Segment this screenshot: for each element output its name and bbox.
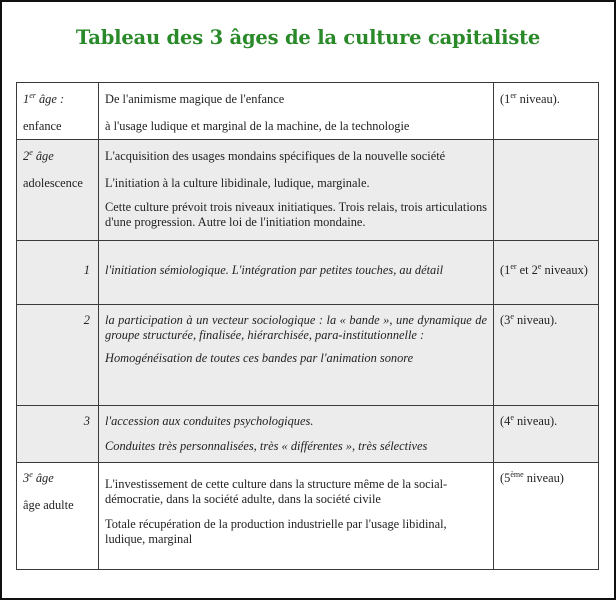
content-line: De l'animisme magique de l'enfance (105, 92, 285, 106)
age-name: enfance (23, 119, 62, 133)
sub-number: 3 (83, 414, 90, 428)
age-label (23, 471, 92, 486)
content-line: Conduites très personnalisées, très « différentes », très sélectives (105, 439, 428, 453)
level-suffix: niveau) (523, 471, 564, 485)
sub-number-cell (17, 406, 99, 463)
table-row-sub-3 (17, 406, 599, 463)
age-number: 2 (23, 149, 30, 163)
level-sup: er (510, 262, 517, 271)
level-suffix: niveau). (513, 414, 558, 428)
table-row-first-age (17, 83, 599, 140)
level-cell (494, 463, 599, 570)
age-label (23, 92, 92, 107)
level-label (500, 92, 592, 107)
content-line: L'acquisition des usages mondains spécifiques de la nouvelle société (105, 149, 446, 163)
content-line: l'accession aux conduites psychologiques. (105, 414, 314, 428)
level-sup: er (510, 91, 517, 100)
age-word: âge : (35, 92, 65, 106)
page-title: Tableau des 3 âges de la culture capitaliste (75, 26, 541, 49)
table-row-third-age (17, 463, 599, 570)
level-sup: e (537, 262, 542, 271)
content-cell (99, 241, 494, 305)
level-sup: e (510, 413, 514, 422)
level-mid: et 2 (516, 263, 538, 277)
age-number: 1 (23, 92, 30, 106)
table-row-sub-1 (17, 241, 599, 305)
age-number: 3 (23, 471, 30, 485)
content-line: la participation à un vecteur sociologique : la « bande », une dynamique de groupe structurée, finalisée, hiérarchisée, para-institutionnelle : (105, 313, 487, 342)
content-line: Totale récupération de la production industrielle par l'usage libidinal, ludique, marginal (105, 517, 447, 546)
level-prefix: (1 (500, 92, 511, 106)
level-prefix: (4 (500, 414, 511, 428)
level-cell (494, 83, 599, 140)
content-line: à l'usage ludique et marginal de la machine, de la technologie (105, 119, 410, 133)
age-cell (17, 83, 99, 140)
content-line: Homogénéisation de toutes ces bandes par l'animation sonore (105, 351, 414, 365)
sub-number-cell (17, 241, 99, 305)
level-sup: ème (510, 470, 524, 479)
level-cell (494, 241, 599, 305)
sub-number: 2 (83, 313, 90, 327)
content-line: L'investissement de cette culture dans la structure même de la social-démocratie, dans la société adulte, dans la société civile (105, 477, 448, 506)
level-suffix: niveaux) (541, 263, 588, 277)
content-cell (99, 83, 494, 140)
sub-number: 1 (83, 263, 90, 277)
sub-number-cell (17, 305, 99, 406)
level-label (500, 263, 592, 278)
age-sup: e (29, 470, 33, 479)
content-line: l'initiation sémiologique. L'intégration par petites touches, au détail (105, 263, 444, 277)
age-cell (17, 463, 99, 570)
age-sup: er (29, 91, 36, 100)
age-word: âge (32, 471, 54, 485)
content-line: Cette culture prévoit trois niveaux initiatiques. Trois relais, trois articulations d'une progression. Autre loi de l'initiation mondaine. (105, 200, 487, 229)
level-prefix: (1 (500, 263, 511, 277)
level-label (500, 414, 592, 429)
level-prefix: (5 (500, 471, 511, 485)
table-row-sub-2 (17, 305, 599, 406)
age-word: âge (32, 149, 54, 163)
table-row-second-age (17, 140, 599, 241)
age-cell (17, 140, 99, 241)
level-label (500, 313, 592, 328)
age-label (23, 149, 92, 164)
level-sup: e (510, 312, 514, 321)
level-label (500, 471, 592, 486)
content-cell (99, 463, 494, 570)
level-prefix: (3 (500, 313, 511, 327)
content-cell (99, 140, 494, 241)
level-cell (494, 406, 599, 463)
ages-table (16, 82, 599, 570)
content-cell (99, 305, 494, 406)
age-name: adolescence (23, 176, 83, 190)
age-name: âge adulte (23, 498, 74, 512)
content-line: L'initiation à la culture libidinale, ludique, marginale. (105, 176, 370, 190)
level-suffix: niveau). (516, 92, 560, 106)
content-cell (99, 406, 494, 463)
level-suffix: niveau). (513, 313, 558, 327)
level-cell (494, 140, 599, 241)
age-sup: e (29, 148, 33, 157)
level-cell (494, 305, 599, 406)
